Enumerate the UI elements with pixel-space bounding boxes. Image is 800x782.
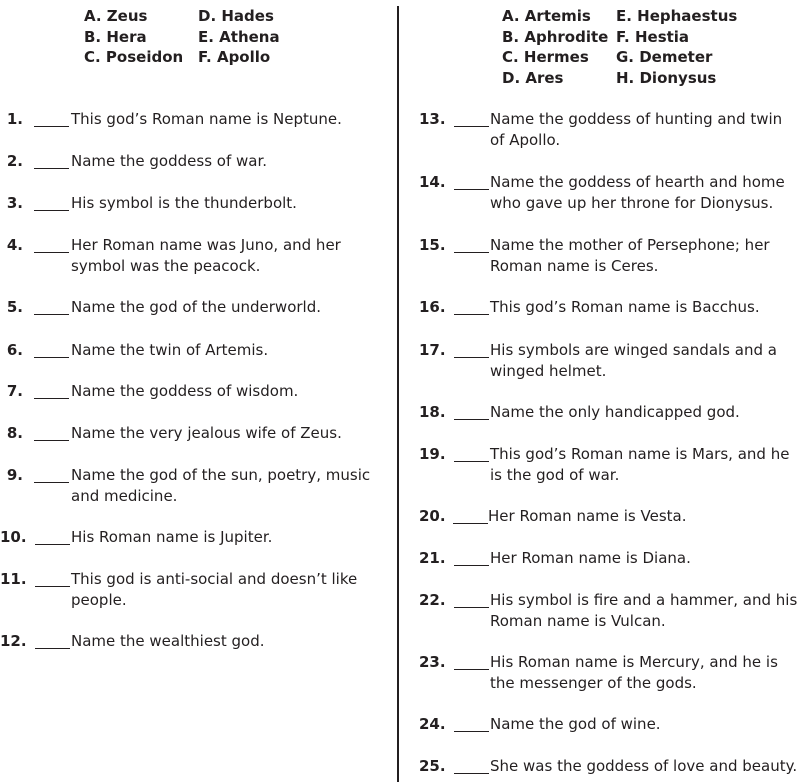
question-number: 7.	[6, 382, 23, 400]
question-number: 9.	[6, 466, 23, 484]
question-text: Her Roman name is Diana.	[490, 549, 691, 567]
question-number: 19.	[419, 445, 446, 463]
question-text: Name the goddess of hunting and twin of Apollo.	[490, 110, 783, 149]
question-text: Name the mother of Persephone; her Roman name is Ceres.	[490, 236, 770, 275]
bank-option: F. Hestia	[616, 27, 690, 46]
question-number: 16.	[419, 298, 446, 316]
question-text: Name the goddess of hearth and home who gave up her throne for Dionysus.	[490, 173, 785, 212]
answer-blank[interactable]	[34, 398, 69, 399]
question-number: 23.	[419, 653, 446, 671]
answer-blank[interactable]	[35, 544, 70, 545]
answer-blank[interactable]	[454, 314, 489, 315]
question-number: 4.	[6, 236, 23, 254]
bank-option: D. Hades	[198, 7, 274, 25]
bank-option: C. Hermes	[502, 48, 589, 66]
bank-option: A. Artemis	[502, 7, 591, 25]
question-text: This god’s Roman name is Mars, and he is the god of war.	[490, 445, 790, 484]
answer-blank[interactable]	[34, 168, 69, 169]
question-text: This god is anti-social and doesn’t like people.	[71, 570, 358, 609]
answer-blank[interactable]	[35, 648, 70, 649]
question-number: 8.	[6, 424, 23, 442]
answer-blank[interactable]	[454, 126, 489, 127]
bank-option: H. Dionysus	[616, 68, 717, 87]
bank-option: G. Demeter	[616, 48, 713, 66]
answer-blank[interactable]	[454, 607, 489, 608]
answer-blank[interactable]	[454, 252, 489, 253]
question-text: His Roman name is Jupiter.	[71, 528, 273, 546]
question-number: 14.	[419, 173, 446, 191]
bank-option: C. Poseidon	[84, 48, 184, 66]
answer-blank[interactable]	[34, 126, 69, 127]
answer-blank[interactable]	[34, 314, 69, 315]
answer-blank[interactable]	[35, 586, 70, 587]
question-text: Name the very jealous wife of Zeus.	[71, 424, 342, 442]
answer-blank[interactable]	[454, 773, 489, 774]
question-text: Name the goddess of wisdom.	[71, 382, 299, 400]
question-text: Name the twin of Artemis.	[71, 341, 269, 359]
question-text: Name the goddess of war.	[71, 152, 268, 170]
answer-blank[interactable]	[454, 189, 489, 190]
answer-blank[interactable]	[34, 252, 69, 253]
question-number: 12.	[0, 632, 27, 650]
question-text: This god’s Roman name is Bacchus.	[490, 298, 760, 316]
question-text: His symbol is fire and a hammer, and his Roman name is Vulcan.	[490, 591, 798, 630]
question-number: 3.	[6, 194, 23, 212]
answer-blank[interactable]	[34, 210, 69, 211]
answer-blank[interactable]	[453, 523, 488, 524]
question-text: This god’s Roman name is Neptune.	[71, 110, 342, 128]
bank-option: D. Ares	[502, 68, 564, 87]
answer-blank[interactable]	[454, 461, 489, 462]
question-number: 22.	[419, 591, 446, 609]
question-number: 11.	[0, 570, 27, 588]
question-number: 20.	[419, 507, 446, 525]
question-text: She was the goddess of love and beauty.	[490, 757, 798, 775]
question-text: His symbol is the thunderbolt.	[71, 194, 297, 212]
question-number: 18.	[419, 403, 446, 421]
question-number: 13.	[419, 110, 446, 128]
question-number: 2.	[6, 152, 23, 170]
question-number: 15.	[419, 236, 446, 254]
bank-option: F. Apollo	[198, 48, 271, 66]
answer-blank[interactable]	[34, 357, 69, 358]
answer-blank[interactable]	[454, 669, 489, 670]
question-text: Name the god of wine.	[490, 715, 661, 733]
answer-blank[interactable]	[454, 565, 489, 566]
question-number: 10.	[0, 528, 27, 546]
question-text: Name the god of the underworld.	[71, 298, 322, 316]
question-text: Name the god of the sun, poetry, music and medicine.	[71, 466, 371, 505]
answer-bank-left	[84, 6, 308, 68]
answer-bank-right	[502, 6, 756, 88]
answer-blank[interactable]	[34, 482, 69, 483]
answer-blank[interactable]	[454, 419, 489, 420]
question-text: His symbols are winged sandals and a winged helmet.	[490, 341, 777, 380]
bank-option: A. Zeus	[84, 7, 148, 25]
question-number: 17.	[419, 341, 446, 359]
bank-option: E. Hephaestus	[616, 7, 738, 25]
answer-blank[interactable]	[34, 440, 69, 441]
question-number: 6.	[6, 341, 23, 359]
bank-option: E. Athena	[198, 27, 280, 46]
question-number: 24.	[419, 715, 446, 733]
question-text: Her Roman name is Vesta.	[488, 507, 687, 525]
question-text: Name the wealthiest god.	[71, 632, 265, 650]
question-text: Her Roman name was Juno, and her symbol was the peacock.	[71, 236, 341, 275]
question-number: 25.	[419, 757, 446, 775]
question-text: Name the only handicapped god.	[490, 403, 740, 421]
answer-blank[interactable]	[454, 357, 489, 358]
question-number: 21.	[419, 549, 446, 567]
answer-blank[interactable]	[454, 731, 489, 732]
column-divider	[397, 6, 399, 782]
bank-option: B. Aphrodite	[502, 27, 609, 46]
question-number: 1.	[6, 110, 23, 128]
bank-option: B. Hera	[84, 27, 147, 46]
question-number: 5.	[6, 298, 23, 316]
question-text: His Roman name is Mercury, and he is the messenger of the gods.	[490, 653, 778, 692]
